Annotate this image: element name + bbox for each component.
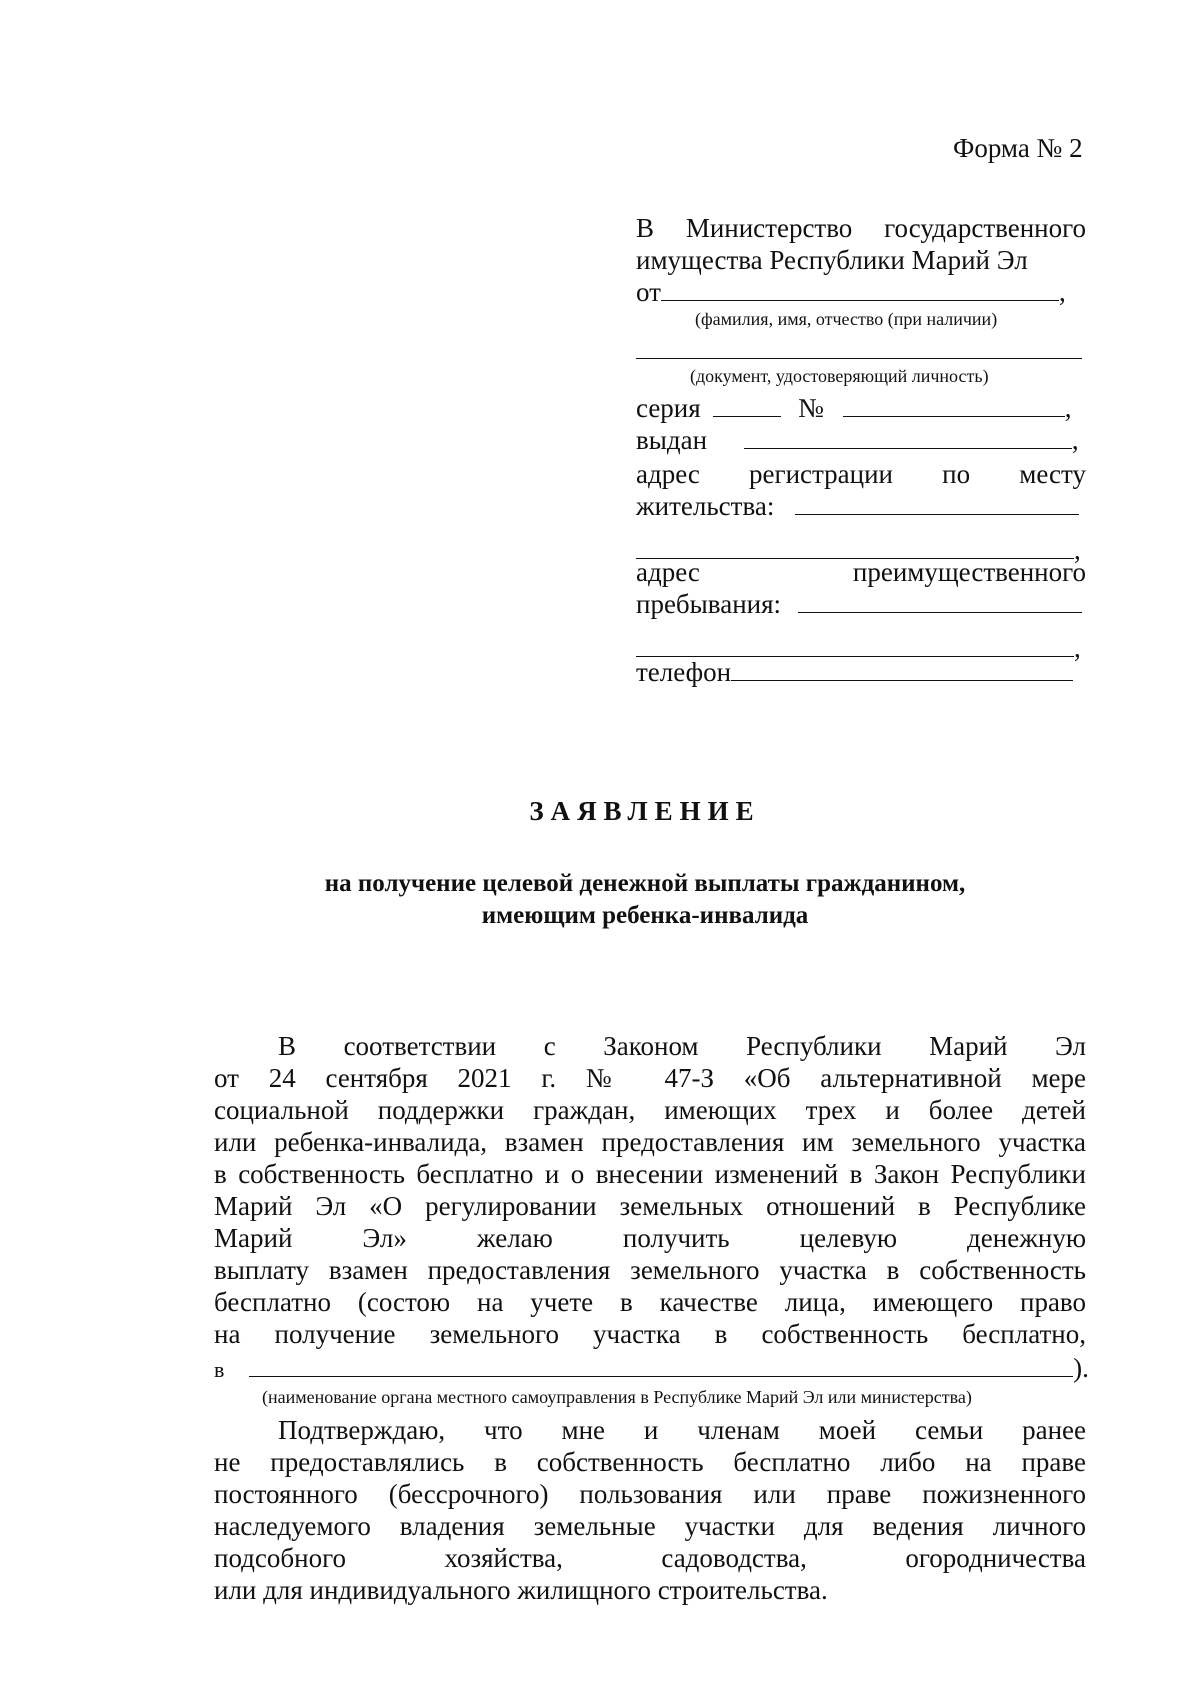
p1-line-5: в собственность бесплатно и о внесении изменений в Закон Республики	[214, 1159, 1086, 1189]
document-title: ЗАЯВЛЕНИЕ	[529, 796, 761, 826]
p1-line-3: социальной поддержки граждан, имеющих трех и более детей	[214, 1095, 1086, 1125]
issued-comma: ,	[1071, 425, 1079, 455]
in-label: в	[214, 1357, 225, 1382]
p2-line-6: или для индивидуального жилищного строительства.	[214, 1575, 828, 1605]
p2-line-1: Подтверждаю, что мне и членам моей семьи ранее	[278, 1415, 1086, 1445]
p1-line-9: бесплатно (состою на учете в качестве лица, имеющего право	[214, 1287, 1086, 1317]
pref-address-row	[636, 556, 1086, 588]
series-row	[636, 392, 1071, 424]
organ-row	[214, 1352, 1089, 1386]
series-comma: ,	[1064, 393, 1072, 423]
organ-field[interactable]	[249, 1356, 1073, 1377]
phone-label: телефон	[636, 657, 732, 687]
p2-line-4: наследуемого владения земельные участки для ведения личного	[214, 1511, 1086, 1541]
series-field[interactable]	[713, 396, 781, 417]
reg-word-2: регистрации	[749, 459, 893, 489]
p1-line-10: на получение земельного участка в собственность бесплатно,	[214, 1319, 1086, 1349]
pref-address-field-2[interactable]	[636, 636, 1074, 657]
document-field[interactable]	[636, 358, 1082, 359]
p1-line-7: Марий Эл» желаю получить целевую денежную	[214, 1223, 1086, 1253]
p1-line-6: Марий Эл «О регулировании земельных отношений в Республике	[214, 1191, 1086, 1221]
pref-word-1: адрес	[636, 557, 700, 587]
number-label: №	[798, 393, 824, 423]
document-hint: (документ, удостоверяющий личность)	[690, 366, 989, 386]
issued-field[interactable]	[744, 428, 1072, 449]
p2-line-2: не предоставлялись в собственность бесплатно либо на праве	[214, 1447, 1086, 1477]
p1-line-8: выплату взамен предоставления земельного участка в собственность	[214, 1255, 1086, 1285]
p1-line-1: В соответствии с Законом Республики Марий Эл	[278, 1031, 1086, 1061]
pref-word-2: преимущественного	[852, 557, 1086, 587]
p1-end: ).	[1073, 1353, 1089, 1383]
organ-hint: (наименование органа местного самоуправления в Республике Марий Эл или министерства)	[262, 1387, 972, 1407]
series-label: серия	[636, 393, 701, 423]
reg-residence-row	[636, 490, 1079, 522]
pref-stay-row	[636, 588, 1082, 620]
from-comma: ,	[1058, 277, 1066, 307]
reg-address-field-1[interactable]	[795, 494, 1079, 515]
form-number: Форма № 2	[953, 133, 1083, 163]
reg-word-3: по	[942, 459, 971, 489]
number-field[interactable]	[843, 396, 1065, 417]
issued-row	[636, 424, 1079, 456]
reg-address-row	[636, 458, 1086, 490]
pref-stay-label: пребывания:	[636, 589, 782, 619]
pref-comma: ,	[1074, 633, 1081, 663]
reg-comma: ,	[1074, 535, 1081, 565]
from-row	[636, 276, 1066, 308]
pref-address-field-1[interactable]	[798, 592, 1082, 613]
fio-hint: (фамилия, имя, отчество (при наличии)	[695, 309, 998, 329]
subtitle-line-1: на получение целевой денежной выплаты гражданином,	[324, 870, 966, 897]
fio-field[interactable]	[661, 280, 1059, 301]
addressee-line-1: В Министерство государственного	[636, 213, 1086, 243]
phone-row	[636, 656, 1073, 688]
subtitle-line-2: имеющим ребенка-инвалида	[481, 902, 809, 929]
reg-residence-label: жительства:	[636, 491, 775, 521]
issued-label: выдан	[636, 425, 708, 455]
phone-field[interactable]	[731, 660, 1073, 681]
reg-word-1: адрес	[636, 459, 700, 489]
p1-line-2: от 24 сентября 2021 г. № 47-З «Об альтернативной мере	[214, 1063, 1086, 1093]
addressee-line-2: имущества Республики Марий Эл	[636, 245, 1028, 275]
reg-word-4: месту	[1019, 459, 1086, 489]
p2-line-3: постоянного (бессрочного) пользования или праве пожизненного	[214, 1479, 1086, 1509]
from-label: от	[636, 277, 661, 307]
p1-line-4: или ребенка-инвалида, взамен предоставления им земельного участка	[214, 1127, 1086, 1157]
p2-line-5: подсобного хозяйства, садоводства, огородничества	[214, 1543, 1086, 1573]
